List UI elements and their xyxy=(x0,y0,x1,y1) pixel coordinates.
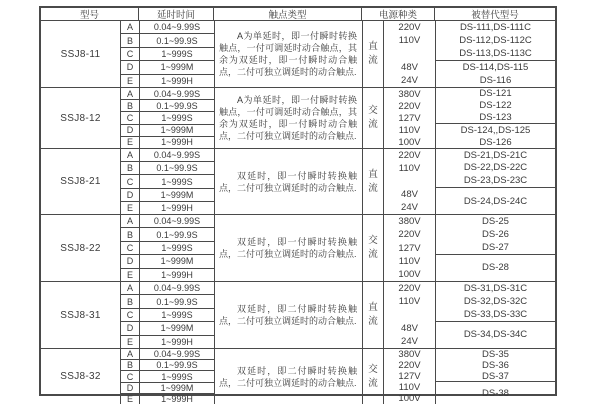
voltage-column xyxy=(384,215,436,281)
model-cell: SSJ8-12 xyxy=(41,88,121,148)
voltage-value: 220V xyxy=(398,150,421,161)
voltage-value: 220V xyxy=(398,229,421,241)
voltage-value: 110V xyxy=(398,124,421,136)
replaced-model-group-bottom xyxy=(436,382,555,404)
voltage-value: 48V xyxy=(401,189,418,200)
replaced-model-line: DS-27 xyxy=(482,241,509,253)
contact-type-text: 双延时，即二付瞬时转换触点，二付可独立调延时的动合触点. xyxy=(219,365,357,388)
spec-letter: E xyxy=(126,336,133,347)
contact-type-cell xyxy=(215,282,363,348)
spec-letter: E xyxy=(126,269,133,280)
spec-letter: D xyxy=(121,61,139,74)
power-type-text: 直流 xyxy=(368,41,378,66)
power-type-cell xyxy=(363,21,384,87)
header-replaced-model: 被替代型号 xyxy=(471,10,519,20)
model-cell: SSJ8-11 xyxy=(41,21,121,87)
replaced-model-group-top xyxy=(436,149,555,188)
power-type-text: 交流 xyxy=(368,363,378,389)
replaced-model-group-top xyxy=(436,282,555,322)
replaced-model-line: DS-112,DS-112C xyxy=(459,34,532,46)
voltage-column xyxy=(384,349,436,404)
spec-letter: C xyxy=(121,309,139,322)
delay-range: 0.1~99.9S xyxy=(140,100,214,112)
model-block xyxy=(41,281,555,348)
delay-range: 0.04~9.99S xyxy=(140,282,214,295)
replaced-model-line: DS-111,DS-111C xyxy=(459,21,532,33)
power-type-text: 直流 xyxy=(368,168,378,194)
model-cell: SSJ8-31 xyxy=(41,282,121,348)
delay-range: 0.04~9.99S xyxy=(140,21,214,34)
contact-type-text: 双延时，即二付瞬时转换触点，二付可独立调延时的动合触点. xyxy=(219,304,357,326)
voltage-value: 48V xyxy=(401,322,418,334)
voltage-column xyxy=(384,282,436,348)
replaced-model-line: DS-31,DS-31C xyxy=(463,282,528,294)
voltage-value: 24V xyxy=(401,202,418,213)
voltage-value: 220V xyxy=(398,283,421,295)
spec-letter: E xyxy=(126,393,133,404)
replaced-model-group-bottom xyxy=(436,255,555,281)
replaced-model-line: DS-123 xyxy=(479,111,512,123)
delay-time-column xyxy=(140,282,215,348)
spec-letter: A xyxy=(121,88,139,100)
spec-letter: A xyxy=(121,215,139,228)
voltage-value: 380V xyxy=(398,88,421,100)
power-type-text: 直流 xyxy=(368,302,378,327)
model-cell: SSJ8-22 xyxy=(41,215,121,281)
contact-type-text: 双延时，即一付瞬时转换触点，二付可独立调延时的动合触点. xyxy=(219,170,357,193)
voltage-value: 127V xyxy=(398,371,421,382)
model-cell: SSJ8-32 xyxy=(41,349,121,404)
spec-letter: A xyxy=(121,349,139,360)
model-block xyxy=(41,348,555,404)
replaced-model-line: DS-114,DS-115 xyxy=(462,61,529,73)
spec-letter: B xyxy=(121,228,139,241)
delay-range: 0.1~99.9S xyxy=(140,360,214,371)
voltage-value: 110V xyxy=(398,382,421,393)
delay-range: 1~999H xyxy=(161,269,193,280)
spec-letter: B xyxy=(121,162,139,175)
header-power-type: 电源种类 xyxy=(362,8,435,20)
delay-range: 1~999S xyxy=(140,242,214,255)
voltage-value: 110V xyxy=(398,296,421,308)
replaced-model-column xyxy=(436,88,555,148)
delay-time-column xyxy=(140,215,215,281)
spec-letter: C xyxy=(121,175,139,188)
spec-letter: D xyxy=(121,322,139,335)
replaced-model-line: DS-36 xyxy=(482,360,509,371)
power-type-cell xyxy=(363,349,384,404)
spec-letter: A xyxy=(121,282,139,295)
spec-letter: D xyxy=(121,125,139,137)
spec-letter: B xyxy=(121,295,139,308)
header-model: 型号 xyxy=(41,8,139,20)
spec-letter-column xyxy=(121,88,140,148)
replaced-model-column xyxy=(436,349,555,404)
spec-letter-column xyxy=(121,282,140,348)
spec-letter: B xyxy=(121,360,139,371)
spec-letter: D xyxy=(121,383,139,394)
power-type-cell xyxy=(363,149,384,214)
delay-range: 0.1~99.9S xyxy=(140,162,214,175)
voltage-value: 127V xyxy=(398,242,421,254)
delay-time-column xyxy=(140,349,215,404)
delay-range: 1~999S xyxy=(140,371,214,382)
delay-range: 1~999S xyxy=(140,112,214,124)
replaced-model-column xyxy=(436,282,555,348)
voltage-value xyxy=(384,175,435,188)
contact-type-cell xyxy=(215,21,363,87)
spec-letter-column xyxy=(121,149,140,214)
voltage-value: 24V xyxy=(401,335,418,347)
delay-range: 0.04~9.99S xyxy=(140,349,214,360)
replaced-model-group-bottom xyxy=(436,61,555,87)
replaced-model-column xyxy=(436,21,555,87)
power-type-text: 交流 xyxy=(368,235,378,260)
contact-type-cell xyxy=(215,215,363,281)
spec-letter: E xyxy=(126,202,133,213)
delay-time-column xyxy=(140,21,215,87)
voltage-value: 100V xyxy=(398,268,421,280)
spec-letter: E xyxy=(126,75,133,86)
delay-time-column xyxy=(140,88,215,148)
model-block xyxy=(41,21,555,87)
delay-range: 0.04~9.99S xyxy=(140,149,214,162)
spec-letter: A xyxy=(121,21,139,34)
voltage-value: 100V xyxy=(398,393,421,404)
header-contact-type: 触点类型 xyxy=(214,8,362,20)
delay-range: 1~999M xyxy=(140,125,214,137)
delay-range: 1~999H xyxy=(161,137,193,148)
delay-range: 0.1~99.9S xyxy=(140,34,214,47)
delay-range: 1~999M xyxy=(140,189,214,202)
spec-letter-column xyxy=(121,215,140,281)
voltage-column xyxy=(384,21,436,87)
delay-range: 1~999M xyxy=(140,383,214,394)
voltage-value xyxy=(384,47,435,60)
voltage-value: 127V xyxy=(398,112,421,124)
contact-type-cell xyxy=(215,88,363,148)
replaced-model-line: DS-122 xyxy=(479,99,512,111)
power-type-cell xyxy=(363,215,384,281)
delay-range: 1~999H xyxy=(161,202,193,213)
replaced-model-line: DS-33,DS-33C xyxy=(463,308,528,320)
delay-range: 1~999S xyxy=(140,48,214,61)
replaced-model-line: DS-26 xyxy=(482,228,509,240)
contact-type-cell xyxy=(215,349,363,404)
replaced-model-line: DS-21,DS-21C xyxy=(463,149,528,161)
delay-range: 1~999S xyxy=(140,175,214,188)
delay-range: 1~999H xyxy=(161,336,193,347)
power-type-text: 交流 xyxy=(368,105,378,130)
replaced-model-line: DS-124,,DS-125 xyxy=(460,124,531,136)
voltage-value: 110V xyxy=(398,163,421,174)
replaced-model-line: DS-22,DS-22C xyxy=(463,162,528,174)
model-block xyxy=(41,87,555,148)
delay-range: 1~999H xyxy=(161,75,193,86)
delay-range: 1~999M xyxy=(140,322,214,335)
voltage-value: 380V xyxy=(398,216,421,228)
replaced-model-line: DS-126 xyxy=(479,136,512,148)
spec-letter: C xyxy=(121,371,139,382)
replaced-model-line: DS-35 xyxy=(482,349,509,360)
replaced-model-group-bottom xyxy=(436,188,555,214)
power-type-cell xyxy=(363,88,384,148)
voltage-value: 48V xyxy=(401,61,418,73)
voltage-value xyxy=(384,308,435,321)
voltage-value: 220V xyxy=(398,100,421,112)
spec-letter-column xyxy=(121,21,140,87)
replaced-model-line: DS-23,DS-23C xyxy=(463,175,528,187)
delay-range: 0.04~9.99S xyxy=(140,215,214,228)
replaced-model-line: DS-116 xyxy=(479,74,512,86)
voltage-value: 100V xyxy=(398,136,421,148)
voltage-value: 24V xyxy=(401,74,418,86)
spec-letter: E xyxy=(126,137,133,148)
model-cell: SSJ8-21 xyxy=(41,149,121,214)
contact-type-text: A为单延时，即一付瞬时转换触点，一付可调延时动合触点，其余为双延时，即一付瞬时动合触点，二付可独立调延时的动合触点. xyxy=(219,31,357,77)
spec-letter: C xyxy=(121,48,139,61)
spec-letter: B xyxy=(121,100,139,112)
spec-letter: D xyxy=(121,189,139,202)
power-type-cell xyxy=(363,282,384,348)
replaced-model-group-bottom xyxy=(436,322,555,348)
table-body xyxy=(41,21,555,404)
voltage-value: 380V xyxy=(398,349,421,360)
delay-range: 1~999M xyxy=(140,61,214,74)
contact-type-cell xyxy=(215,149,363,214)
contact-type-text: 双延时，即一付瞬时转换触点，二付可独立调延时的动合触点. xyxy=(219,237,357,259)
delay-range: 1~999S xyxy=(140,309,214,322)
spec-letter: C xyxy=(121,112,139,124)
delay-range: 0.04~9.99S xyxy=(140,88,214,100)
contact-type-text: A为单延时，即一付瞬时转换触点，一付可调延时动合触点，其余为双延时，即一付瞬时动合触点，二付可独立调延时的动合触点. xyxy=(219,95,357,141)
replaced-model-group-top xyxy=(436,21,555,61)
voltage-value: 220V xyxy=(398,360,421,371)
spec-letter-column xyxy=(121,349,140,404)
model-block xyxy=(41,148,555,214)
replaced-model-group-top xyxy=(436,349,555,382)
spec-letter: C xyxy=(121,242,139,255)
model-block xyxy=(41,214,555,281)
voltage-value: 220V xyxy=(398,22,421,34)
replaced-model-line: DS-24,DS-24C xyxy=(463,195,528,207)
spec-letter: A xyxy=(121,149,139,162)
replaced-model-line: DS-34,DS-34C xyxy=(463,329,528,341)
replaced-model-line: DS-37 xyxy=(482,371,509,382)
replaced-model-line: DS-113,DS-113C xyxy=(459,47,532,59)
header-delay-time: 延时时间 xyxy=(139,8,214,20)
voltage-value: 110V xyxy=(398,255,421,267)
spec-letter: B xyxy=(121,34,139,47)
replaced-model-group-top xyxy=(436,88,555,124)
delay-range: 1~999H xyxy=(161,393,193,404)
replaced-model-group-bottom xyxy=(436,124,555,148)
delay-time-column xyxy=(140,149,215,214)
replaced-model-line: DS-25 xyxy=(482,215,509,227)
replaced-model-line: DS-28 xyxy=(482,262,509,274)
replaced-model-column xyxy=(436,149,555,214)
delay-range: 0.1~99.9S xyxy=(140,228,214,241)
voltage-value: 110V xyxy=(398,35,421,47)
spec-letter: D xyxy=(121,255,139,268)
relay-spec-table xyxy=(39,6,557,404)
replaced-model-column xyxy=(436,215,555,281)
replaced-model-line: DS-32,DS-32C xyxy=(463,295,528,307)
header-row xyxy=(41,8,555,21)
replaced-model-line: DS-121 xyxy=(479,88,512,100)
delay-range: 1~999M xyxy=(140,255,214,268)
replaced-model-group-top xyxy=(436,215,555,255)
delay-range: 0.1~99.9S xyxy=(140,295,214,308)
voltage-column xyxy=(384,149,436,214)
voltage-column xyxy=(384,88,436,148)
replaced-model-line: DS-38 xyxy=(482,387,509,399)
